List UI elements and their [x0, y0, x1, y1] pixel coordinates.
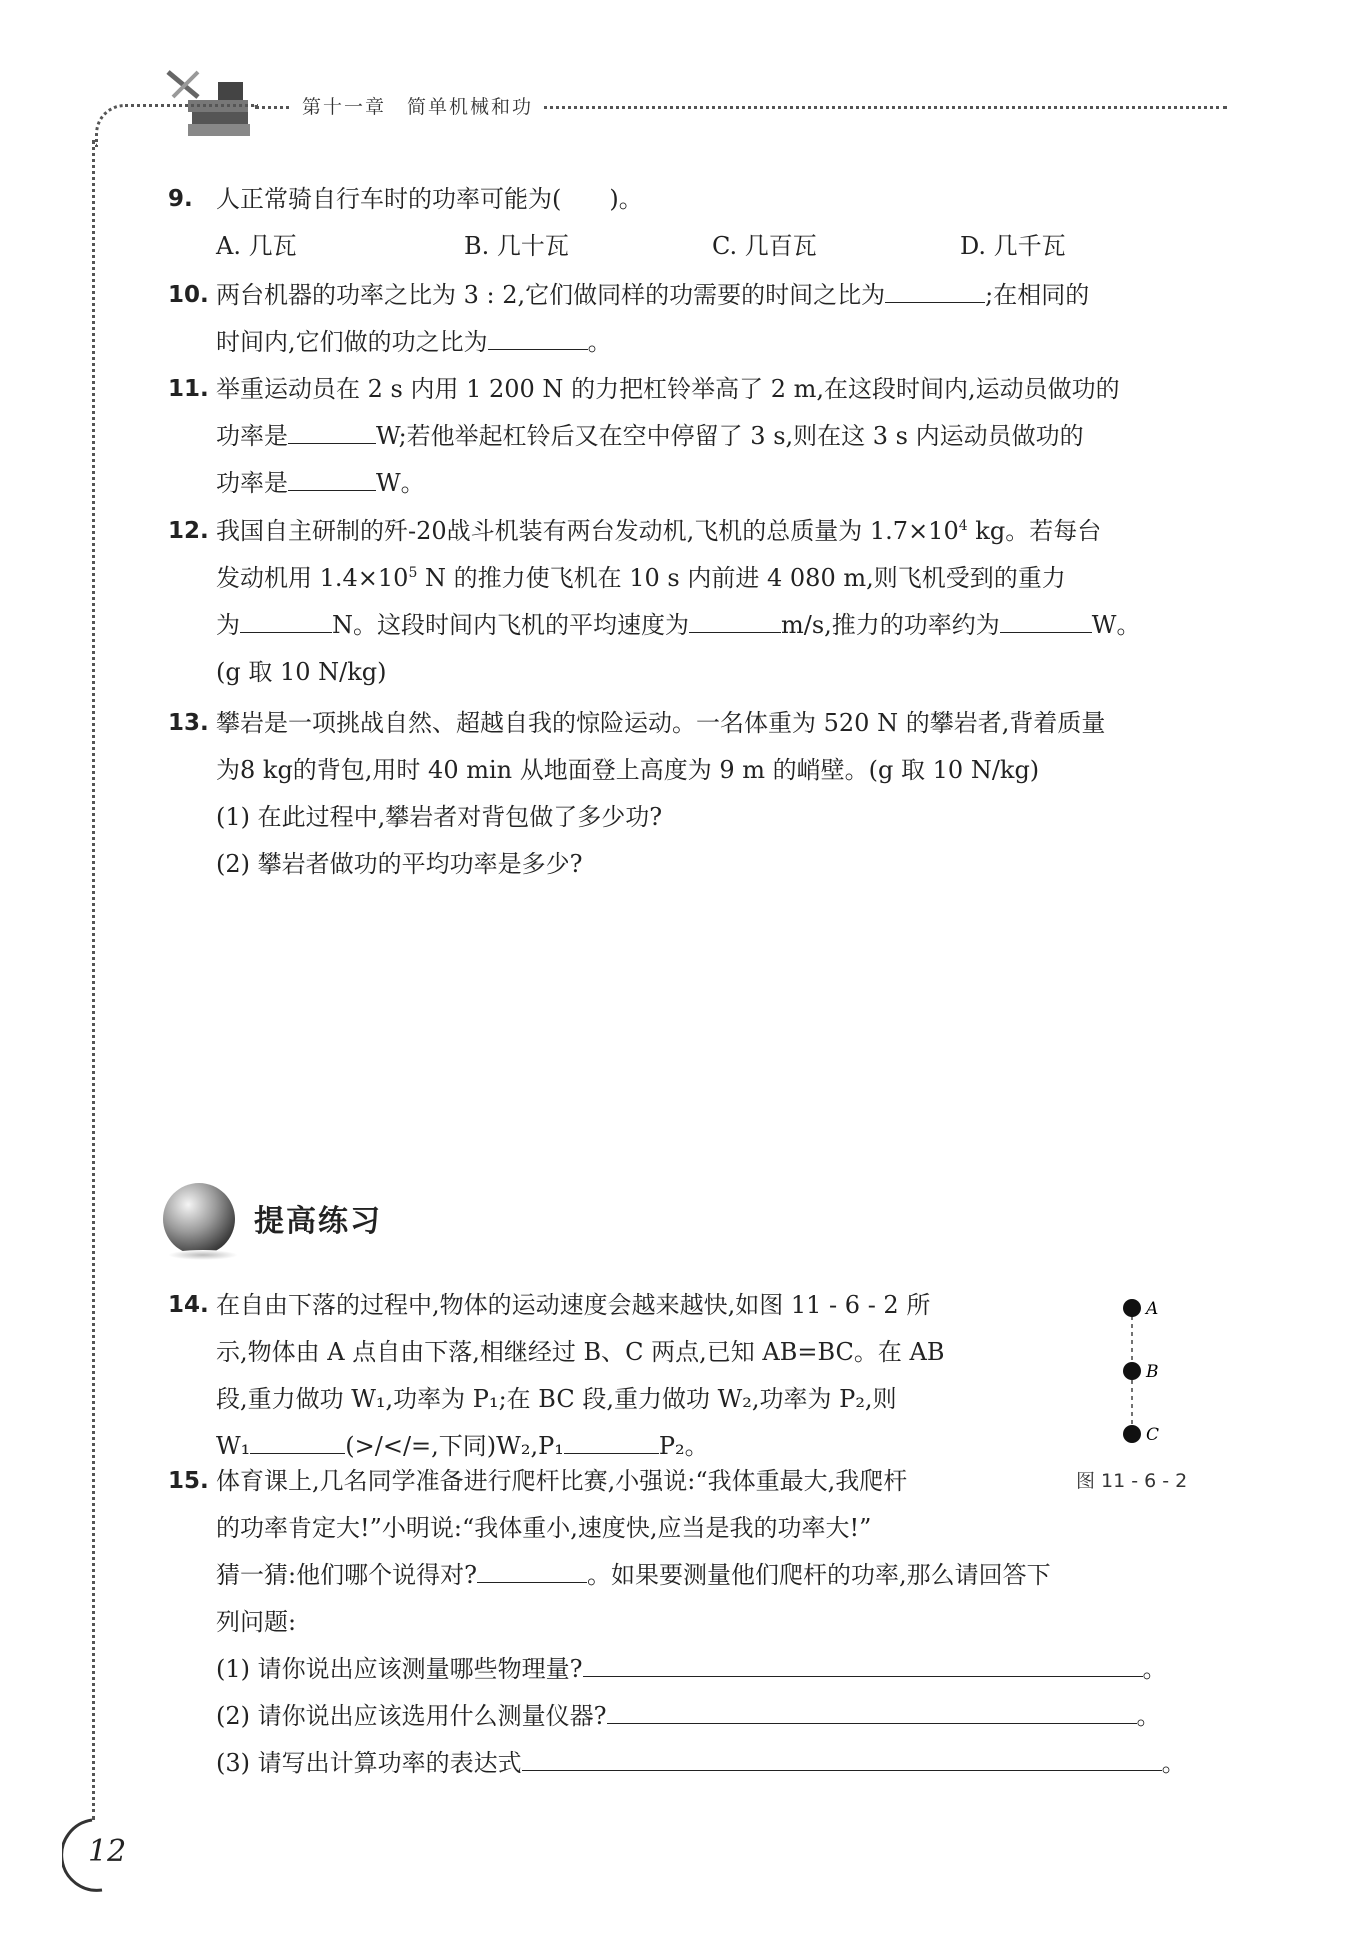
section-title: 提高练习	[254, 1204, 382, 1239]
answer-line[interactable]	[583, 1652, 1143, 1677]
question-13	[168, 700, 1228, 888]
question-text: 体育课上,几名同学准备进行爬杆比赛,小强说:“我体重最大,我爬杆	[216, 1467, 908, 1495]
options	[216, 223, 1228, 270]
option-a: A. 几瓦	[216, 232, 297, 260]
text-segment: 。	[1142, 1655, 1167, 1683]
sub-question-3: (3) 请写出计算功率的表达式	[216, 1749, 522, 1777]
label-a: A	[1146, 1299, 1159, 1319]
answer-blank[interactable]	[250, 1429, 345, 1454]
label-c: C	[1146, 1425, 1160, 1445]
answer-blank[interactable]	[564, 1429, 659, 1454]
option-d: D. 几千瓦	[960, 232, 1066, 260]
option-c: C. 几百瓦	[712, 232, 817, 260]
question-12	[168, 508, 1228, 696]
figure-caption: 图 11 - 6 - 2	[1076, 1470, 1188, 1492]
text-segment: m/s,推力的功率约为	[781, 611, 1000, 639]
sub-question-2: (2) 攀岩者做功的平均功率是多少?	[216, 850, 583, 878]
label-b: B	[1146, 1362, 1159, 1382]
question-11	[168, 366, 1228, 507]
page-border-corner	[95, 104, 258, 147]
question-text: 在自由下落的过程中,物体的运动速度会越来越快,如图 11 - 6 - 2 所	[216, 1291, 931, 1319]
text-segment: 。	[1161, 1749, 1186, 1777]
text-segment: N。这段时间内飞机的平均速度为	[332, 611, 689, 639]
text-segment: 。	[587, 328, 612, 356]
text-segment: 功率是	[216, 422, 288, 450]
question-text: 攀岩是一项挑战自然、超越自我的惊险运动。一名体重为 520 N 的攀岩者,背着质量	[216, 709, 1106, 737]
answer-line[interactable]	[607, 1699, 1137, 1724]
question-text: 人正常骑自行车时的功率可能为( )。	[216, 185, 643, 213]
question-number: 12.	[168, 518, 209, 544]
question-number: 14.	[168, 1292, 209, 1318]
text-segment: 我国自主研制的歼-20战斗机装有两台发动机,飞机的总质量为 1.7×10	[216, 517, 959, 545]
question-15	[168, 1458, 1228, 1787]
section-ball-shadow	[168, 1250, 238, 1260]
sub-question-2: (2) 请你说出应该选用什么测量仪器?	[216, 1702, 607, 1730]
text-segment: W₁	[216, 1432, 251, 1460]
answer-blank[interactable]	[689, 608, 781, 633]
option-b: B. 几十瓦	[464, 232, 569, 260]
answer-blank[interactable]	[288, 466, 376, 491]
point-b	[1123, 1362, 1141, 1380]
text-segment: W;若他举起杠铃后又在空中停留了 3 s,则在这 3 s 内运动员做功的	[376, 422, 1084, 450]
page-border-left	[92, 140, 95, 1820]
falling-object-figure	[1080, 1290, 1230, 1480]
text-segment: 两台机器的功率之比为 3 : 2,它们做同样的功需要的时间之比为	[216, 281, 886, 309]
point-a	[1123, 1299, 1141, 1317]
text-segment: 时间内,它们做的功之比为	[216, 328, 488, 356]
question-10	[168, 272, 1228, 366]
question-text: 的功率肯定大!”小明说:“我体重小,速度快,应当是我的功率大!”	[216, 1514, 872, 1542]
question-9	[168, 176, 1228, 270]
text-segment: N 的推力使飞机在 10 s 内前进 4 080 m,则飞机受到的重力	[417, 564, 1066, 592]
question-number: 13.	[168, 710, 209, 736]
text-segment: 。如果要测量他们爬杆的功率,那么请回答下	[586, 1561, 1051, 1589]
text-segment: 为	[216, 611, 240, 639]
page-number: 12	[88, 1834, 127, 1869]
answer-blank[interactable]	[240, 608, 332, 633]
text-segment: 功率是	[216, 469, 288, 497]
answer-blank[interactable]	[288, 419, 376, 444]
question-number: 11.	[168, 376, 209, 402]
text-segment: 发动机用 1.4×10	[216, 564, 409, 592]
text-segment: (>/</=,下同)W₂,P₁	[345, 1432, 564, 1460]
chapter-title: 第十一章 简单机械和功	[292, 92, 543, 119]
point-c	[1123, 1425, 1141, 1443]
question-number: 10.	[168, 282, 209, 308]
question-text: 列问题:	[216, 1608, 297, 1636]
text-segment: W。	[1091, 611, 1141, 639]
sub-question-1: (1) 在此过程中,攀岩者对背包做了多少功?	[216, 803, 663, 831]
text-segment: P₂。	[658, 1432, 709, 1460]
question-note: (g 取 10 N/kg)	[216, 658, 387, 686]
sub-question-1: (1) 请你说出应该测量哪些物理量?	[216, 1655, 583, 1683]
section-ball-icon	[163, 1183, 235, 1255]
text-segment: kg。若每台	[967, 517, 1102, 545]
question-number: 9.	[168, 186, 193, 212]
exponent: 5	[408, 565, 418, 581]
text-segment: 。	[1136, 1702, 1161, 1730]
question-text: 示,物体由 A 点自由下落,相继经过 B、C 两点,已知 AB=BC。在 AB	[216, 1338, 945, 1366]
text-segment: 猜一猜:他们哪个说得对?	[216, 1561, 477, 1589]
text-segment: ;在相同的	[985, 281, 1090, 309]
answer-blank[interactable]	[488, 325, 588, 350]
question-text: 段,重力做功 W₁,功率为 P₁;在 BC 段,重力做功 W₂,功率为 P₂,则	[216, 1385, 897, 1413]
answer-blank[interactable]	[885, 278, 985, 303]
answer-blank[interactable]	[1000, 608, 1092, 633]
answer-line[interactable]	[522, 1746, 1162, 1771]
question-text: 举重运动员在 2 s 内用 1 200 N 的力把杠铃举高了 2 m,在这段时间内,运动员做功的	[216, 375, 1120, 403]
question-number: 15.	[168, 1468, 209, 1494]
exponent: 4	[958, 518, 968, 534]
question-14	[168, 1282, 1068, 1470]
question-text: 为8 kg的背包,用时 40 min 从地面登上高度为 9 m 的峭壁。(g 取 10 N/kg)	[216, 756, 1040, 784]
answer-blank[interactable]	[477, 1558, 587, 1583]
text-segment: W。	[376, 469, 425, 497]
